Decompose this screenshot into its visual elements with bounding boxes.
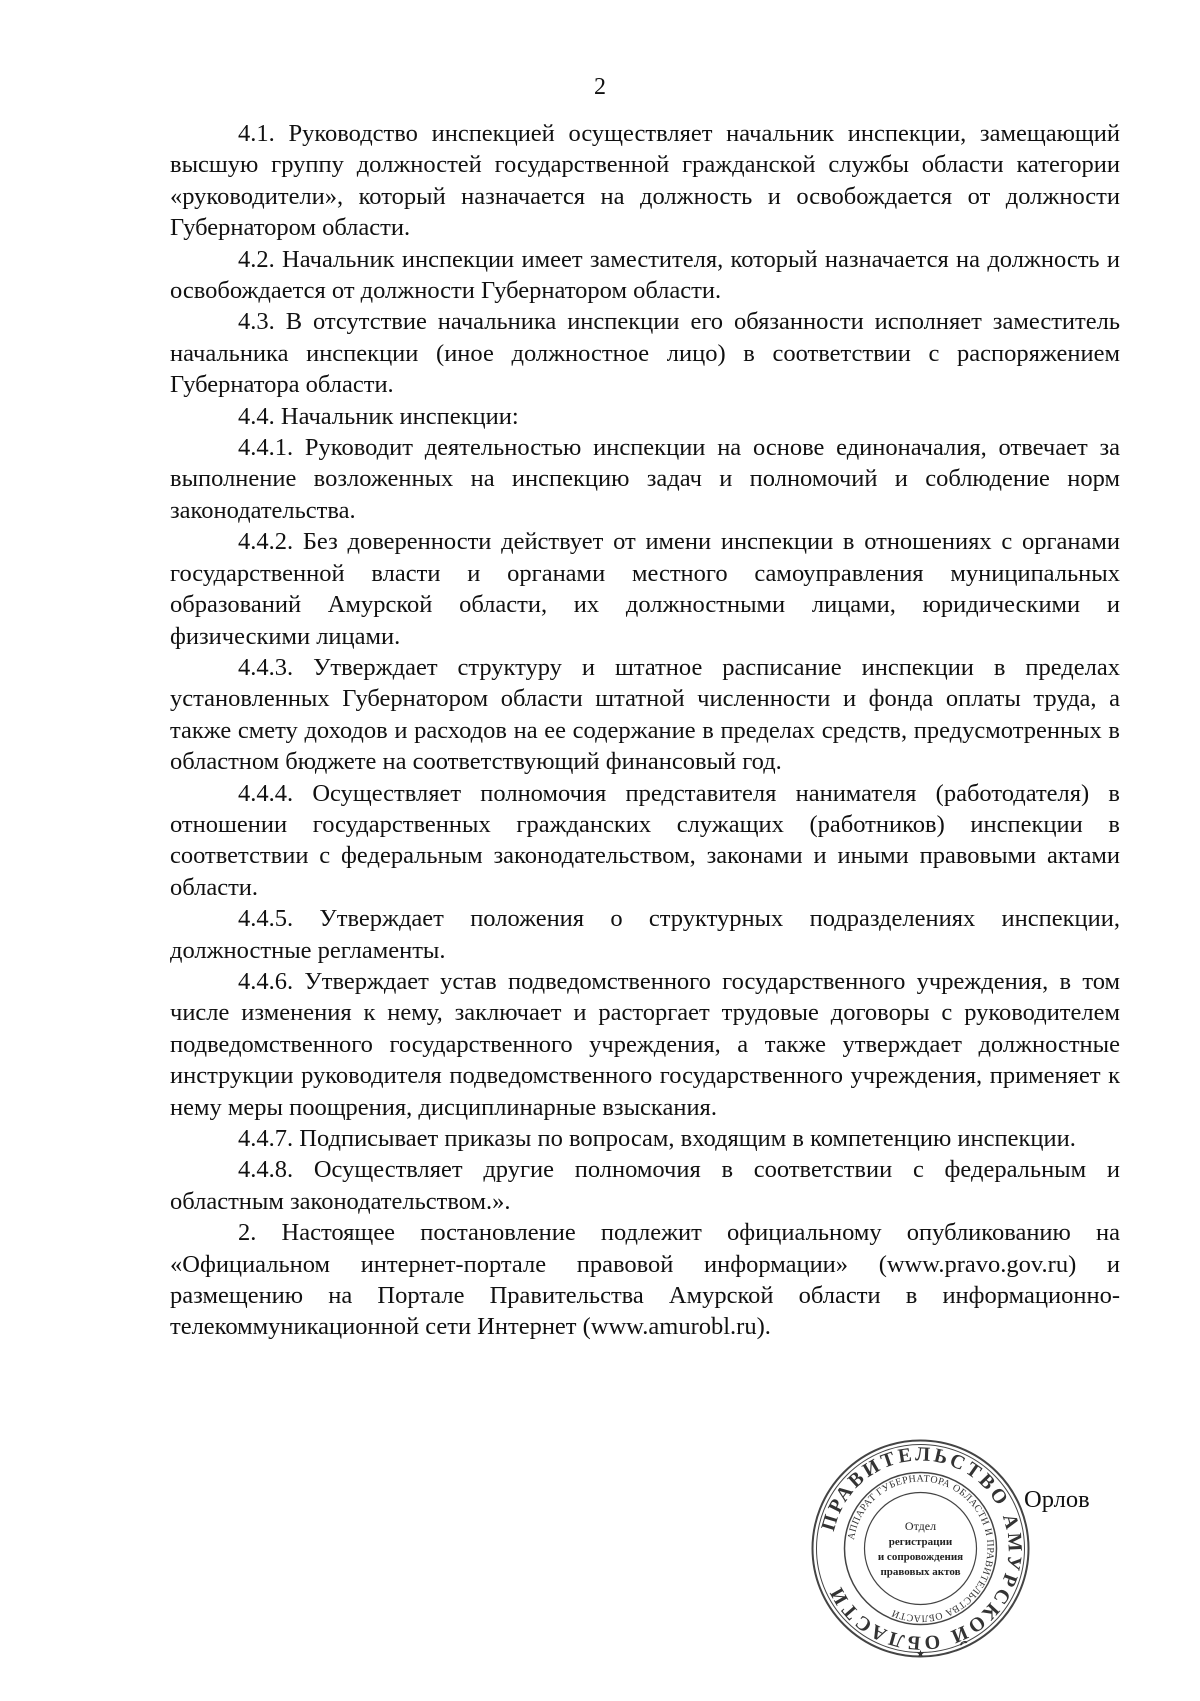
paragraph-4-4: 4.4. Начальник инспекции: (238, 402, 519, 430)
paragraph-2: 2. Настоящее постановление подлежит официальному опубликованию на «Официальном интернет-портале правовой информации» (www.pravo.gov.ru) и размещению на Портале Правительства Амурской области в информационно-телекоммуникационной сети Интернет (www.amurobl.ru). (170, 1219, 1120, 1341)
seal-star-icon: ★ (916, 1649, 925, 1660)
seal-icon (808, 1436, 1033, 1661)
official-seal (808, 1436, 1033, 1661)
paragraph-4-3: 4.3. В отсутствие начальника инспекции его обязанности исполняет заместитель начальника инспекции (иное должностное лицо) в соответствии с распоряжением Губернатора области. (170, 308, 1120, 399)
paragraph-4-4-3: 4.4.3. Утверждает структуру и штатное расписание инспекции в пределах установленных Губернатором области штатной численности и фонда оплаты труда, а также смету доходов и расходов на ее содержание в пределах средств, предусмотренных в областном бюджете на соответствующий финансовый год. (170, 653, 1120, 776)
seal-center-line-3: и сопровождения (877, 1551, 964, 1563)
paragraph-4-4-8: 4.4.8. Осуществляет другие полномочия в соответствии с федеральным и областным законодательством.». (170, 1156, 1120, 1215)
paragraph-4-4-4: 4.4.4. Осуществляет полномочия представителя нанимателя (работодателя) в отношении государственных гражданских служащих (работников) инспекции в соответствии с федеральным законодательством, законами и иными правовыми актами области. (170, 779, 1120, 901)
seal-outer-text: ПРАВИТЕЛЬСТВО АМУРСКОЙ ОБЛАСТИ (817, 1443, 1026, 1654)
paragraph-4-4-7: 4.4.7. Подписывает приказы по вопросам, входящим в компетенцию инспекции. (238, 1125, 1076, 1152)
page-number: 2 (594, 74, 606, 100)
paragraph-4-4-2: 4.4.2. Без доверенности действует от имени инспекции в отношениях с органами государственной власти и органами местного самоуправления муниципальных образований Амурской области, их должностными лицами, юридическими и физическими лицами. (170, 528, 1120, 650)
paragraph-4-4-1: 4.4.1. Руководит деятельностью инспекции на основе единоначалия, отвечает за выполнение возложенных на инспекцию задач и полномочий и соблюдение норм законодательства. (170, 434, 1120, 524)
paragraph-4-4-6: 4.4.6. Утверждает устав подведомственного государственного учреждения, в том числе изменения к нему, заключает и расторгает трудовые договоры с руководителем подведомственного государственного учреждения, а также утверждает должностные инструкции руководителя подведомственного государственного учреждения, применяет к нему меры поощрения, дисциплинарные взыскания. (170, 967, 1120, 1121)
signature-name: Орлов (1024, 1486, 1090, 1513)
seal-center-line-1: Отдел (904, 1519, 937, 1533)
seal-center-line-4: правовых актов (880, 1566, 961, 1578)
svg-text:АППАРАТ ГУБЕРНАТОРА ОБЛАСТИ И (846, 1473, 996, 1623)
paragraph-4-4-5: 4.4.5. Утверждает положения о структурных подразделениях инспекции, должностные регламенты. (170, 905, 1120, 964)
paragraph-4-2: 4.2. Начальник инспекции имеет заместителя, который назначается на должность и освобождается от должности Губернатором области. (170, 245, 1120, 305)
seal-inner-text: АППАРАТ ГУБЕРНАТОРА ОБЛАСТИ И ПРАВИТЕЛЬСТВА ОБЛАСТИ (846, 1473, 996, 1624)
seal-center-line-2: регистрации (888, 1536, 953, 1548)
paragraph-4-1: 4.1. Руководство инспекцией осуществляет начальник инспекции, замещающий высшую группу должностей государственной гражданской службы области категории «руководители», который назначается на должность и освобождается от должности Губернатором области. (170, 120, 1120, 242)
document-body (170, 118, 1120, 1343)
